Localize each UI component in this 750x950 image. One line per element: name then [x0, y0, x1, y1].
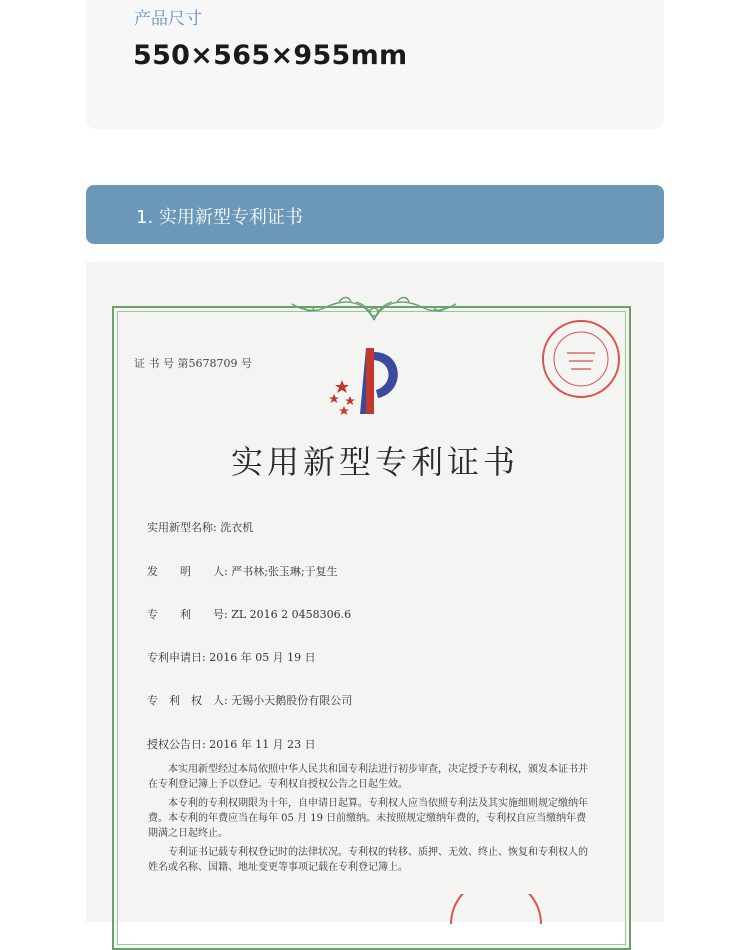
product-size-card — [86, 0, 664, 129]
bottom-seal-icon — [446, 894, 546, 924]
certificate-body — [148, 762, 593, 879]
patent-certificate-image — [86, 262, 664, 922]
section-title: 1. 实用新型专利证书 — [136, 207, 303, 228]
ornament-icon — [284, 290, 464, 326]
section-header-bar — [86, 185, 664, 244]
official-seal-icon — [539, 317, 623, 401]
certificate-paragraph: 本专利的专利权期限为十年，自申请日起算。专利权人应当依照专利法及其实施细则规定缴纳年费。本专利的年费应当在每年 05 月 19 日前缴纳。未按照规定缴纳年费的，专利权自应当缴纳年费期满之日起终止。 — [148, 798, 588, 839]
field-application-date: 专利申请日: 2016 年 05 月 19 日 — [147, 651, 316, 664]
field-inventors: 发 明 人: 严书林;张玉琳;于复生 — [147, 565, 338, 578]
certificate-title: 实用新型专利证书 — [230, 443, 519, 481]
certificate-paragraph: 本实用新型经过本局依照中华人民共和国专利法进行初步审查，决定授予专利权，颁发本证书并在专利登记簿上予以登记。专利权自授权公告之日起生效。 — [148, 764, 588, 790]
field-patentee: 专 利 权 人: 无锡小天鹅股份有限公司 — [147, 694, 353, 707]
certificate-number: 证 书 号 第5678709 号 — [134, 357, 252, 370]
field-patent-number: 专 利 号: ZL 2016 2 0458306.6 — [147, 608, 352, 621]
patent-office-logo-icon — [326, 344, 416, 424]
certificate-paragraph: 专利证书记载专利权登记时的法律状况。专利权的转移、质押、无效、终止、恢复和专利权人的姓名或名称、国籍、地址变更等事项记载在专利登记簿上。 — [148, 847, 588, 873]
field-announcement-date: 授权公告日: 2016 年 11 月 23 日 — [147, 738, 316, 751]
product-size-label: 产品尺寸 — [134, 9, 202, 29]
product-size-value: 550×565×955mm — [133, 40, 408, 71]
field-utility-model-name: 实用新型名称: 洗衣机 — [147, 521, 254, 534]
